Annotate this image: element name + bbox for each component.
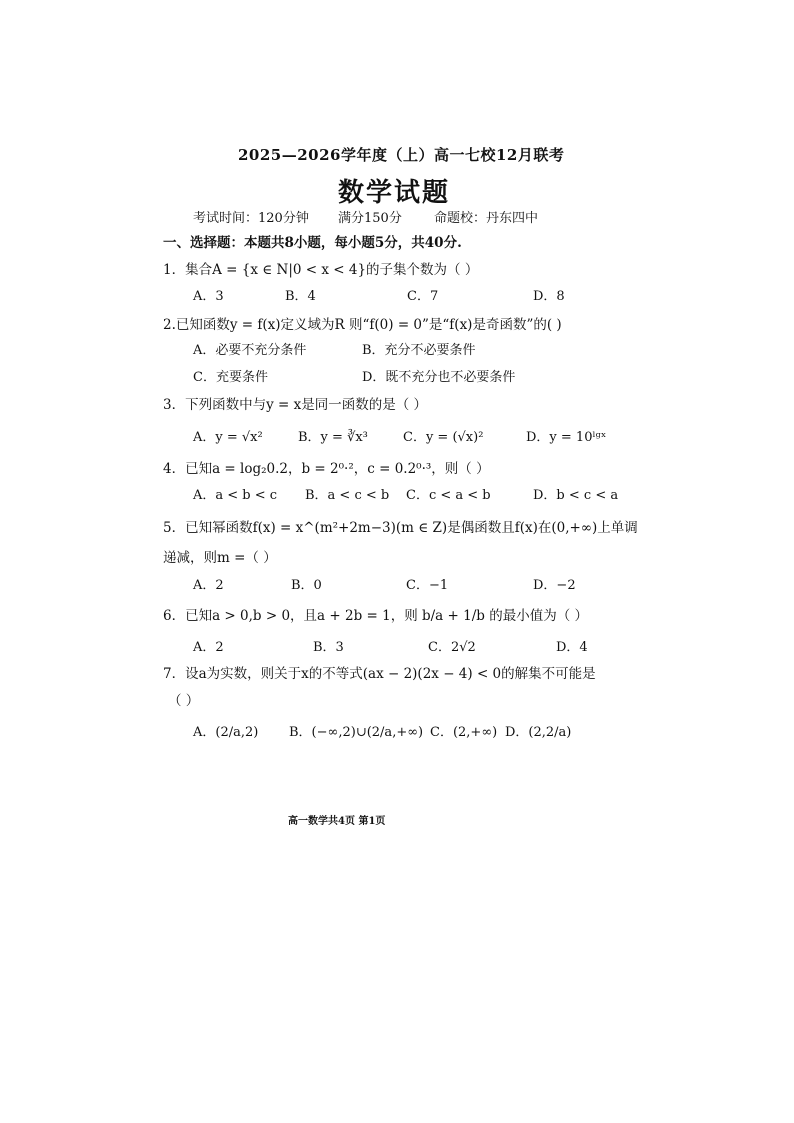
question-5-stem: 5．已知幂函数f(x) = x^(m²+2m−3)(m ∈ Z)是偶函数且f(x)在(0,+∞)上单调	[163, 520, 638, 536]
question-7-stem: 7．设a为实数，则关于x的不等式(ax − 2)(2x − 4) < 0的解集不可能是	[163, 666, 596, 682]
page-title: 数学试题	[338, 178, 451, 208]
question-4-option-b: B．a < c < b	[305, 488, 390, 503]
question-4-option-d: D．b < c < a	[533, 488, 619, 503]
question-6-option-d: D．4	[556, 640, 588, 655]
exam-score: 满分150分	[338, 211, 402, 226]
question-7-stem-continued: （ ）	[168, 693, 200, 709]
question-2-option-c: C．充要条件	[193, 370, 268, 385]
question-3-option-d: D．y = 10ˡᵍˣ	[526, 430, 607, 445]
question-1-option-b: B．4	[285, 289, 316, 304]
question-1-option-c: C．7	[407, 289, 439, 304]
exam-school: 命题校：丹东四中	[434, 211, 539, 226]
question-5-option-b: B．0	[291, 578, 322, 593]
question-2-option-d: D．既不充分也不必要条件	[362, 370, 516, 385]
question-7-option-c: C．(2,+∞)	[430, 725, 498, 740]
question-3-option-a: A．y = √x²	[193, 430, 263, 445]
exam-header: 2025—2026学年度（上）高一七校12月联考	[238, 146, 565, 164]
exam-time: 考试时间：120分钟	[193, 211, 309, 226]
question-2-option-b: B．充分不必要条件	[362, 343, 476, 358]
question-1-stem: 1．集合A = {x ∈ N|0 < x < 4}的子集个数为（ ）	[163, 262, 479, 278]
question-6-option-a: A．2	[193, 640, 224, 655]
question-3-option-b: B．y = ∛x³	[298, 430, 368, 445]
question-6-stem: 6．已知a > 0,b > 0，且a + 2b = 1，则 b/a + 1/b 的最小值为（ ）	[163, 608, 588, 624]
page-footer: 高一数学共4页 第1页	[288, 816, 386, 827]
question-1-option-a: A．3	[193, 289, 224, 304]
question-3-stem: 3．下列函数中与y = x是同一函数的是（ ）	[163, 397, 428, 413]
question-4-option-a: A．a < b < c	[193, 488, 278, 503]
question-5-option-d: D．−2	[533, 578, 576, 593]
question-3-option-c: C．y = (√x)²	[403, 430, 484, 445]
question-5-option-a: A．2	[193, 578, 224, 593]
question-7-option-b: B．(−∞,2)∪(2/a,+∞)	[289, 725, 424, 740]
question-4-option-c: C．c < a < b	[406, 488, 491, 503]
question-2-stem: 2.已知函数y = f(x)定义域为R 则“f(0) = 0”是“f(x)是奇函数”的( )	[163, 317, 562, 333]
question-2-option-a: A．必要不充分条件	[193, 343, 307, 358]
question-5-option-c: C．−1	[406, 578, 449, 593]
question-5-stem-continued: 递减，则m =（ ）	[163, 550, 277, 566]
question-7-option-d: D．(2,2/a)	[505, 725, 572, 740]
question-4-stem: 4．已知a = log₂0.2，b = 2⁰·²，c = 0.2⁰·³，则（ ）	[163, 461, 490, 477]
question-1-option-d: D．8	[533, 289, 565, 304]
question-6-option-c: C．2√2	[428, 640, 476, 655]
section-heading: 一、选择题：本题共8小题，每小题5分，共40分.	[163, 235, 462, 251]
question-6-option-b: B．3	[313, 640, 344, 655]
question-7-option-a: A．(2/a,2)	[193, 725, 259, 740]
